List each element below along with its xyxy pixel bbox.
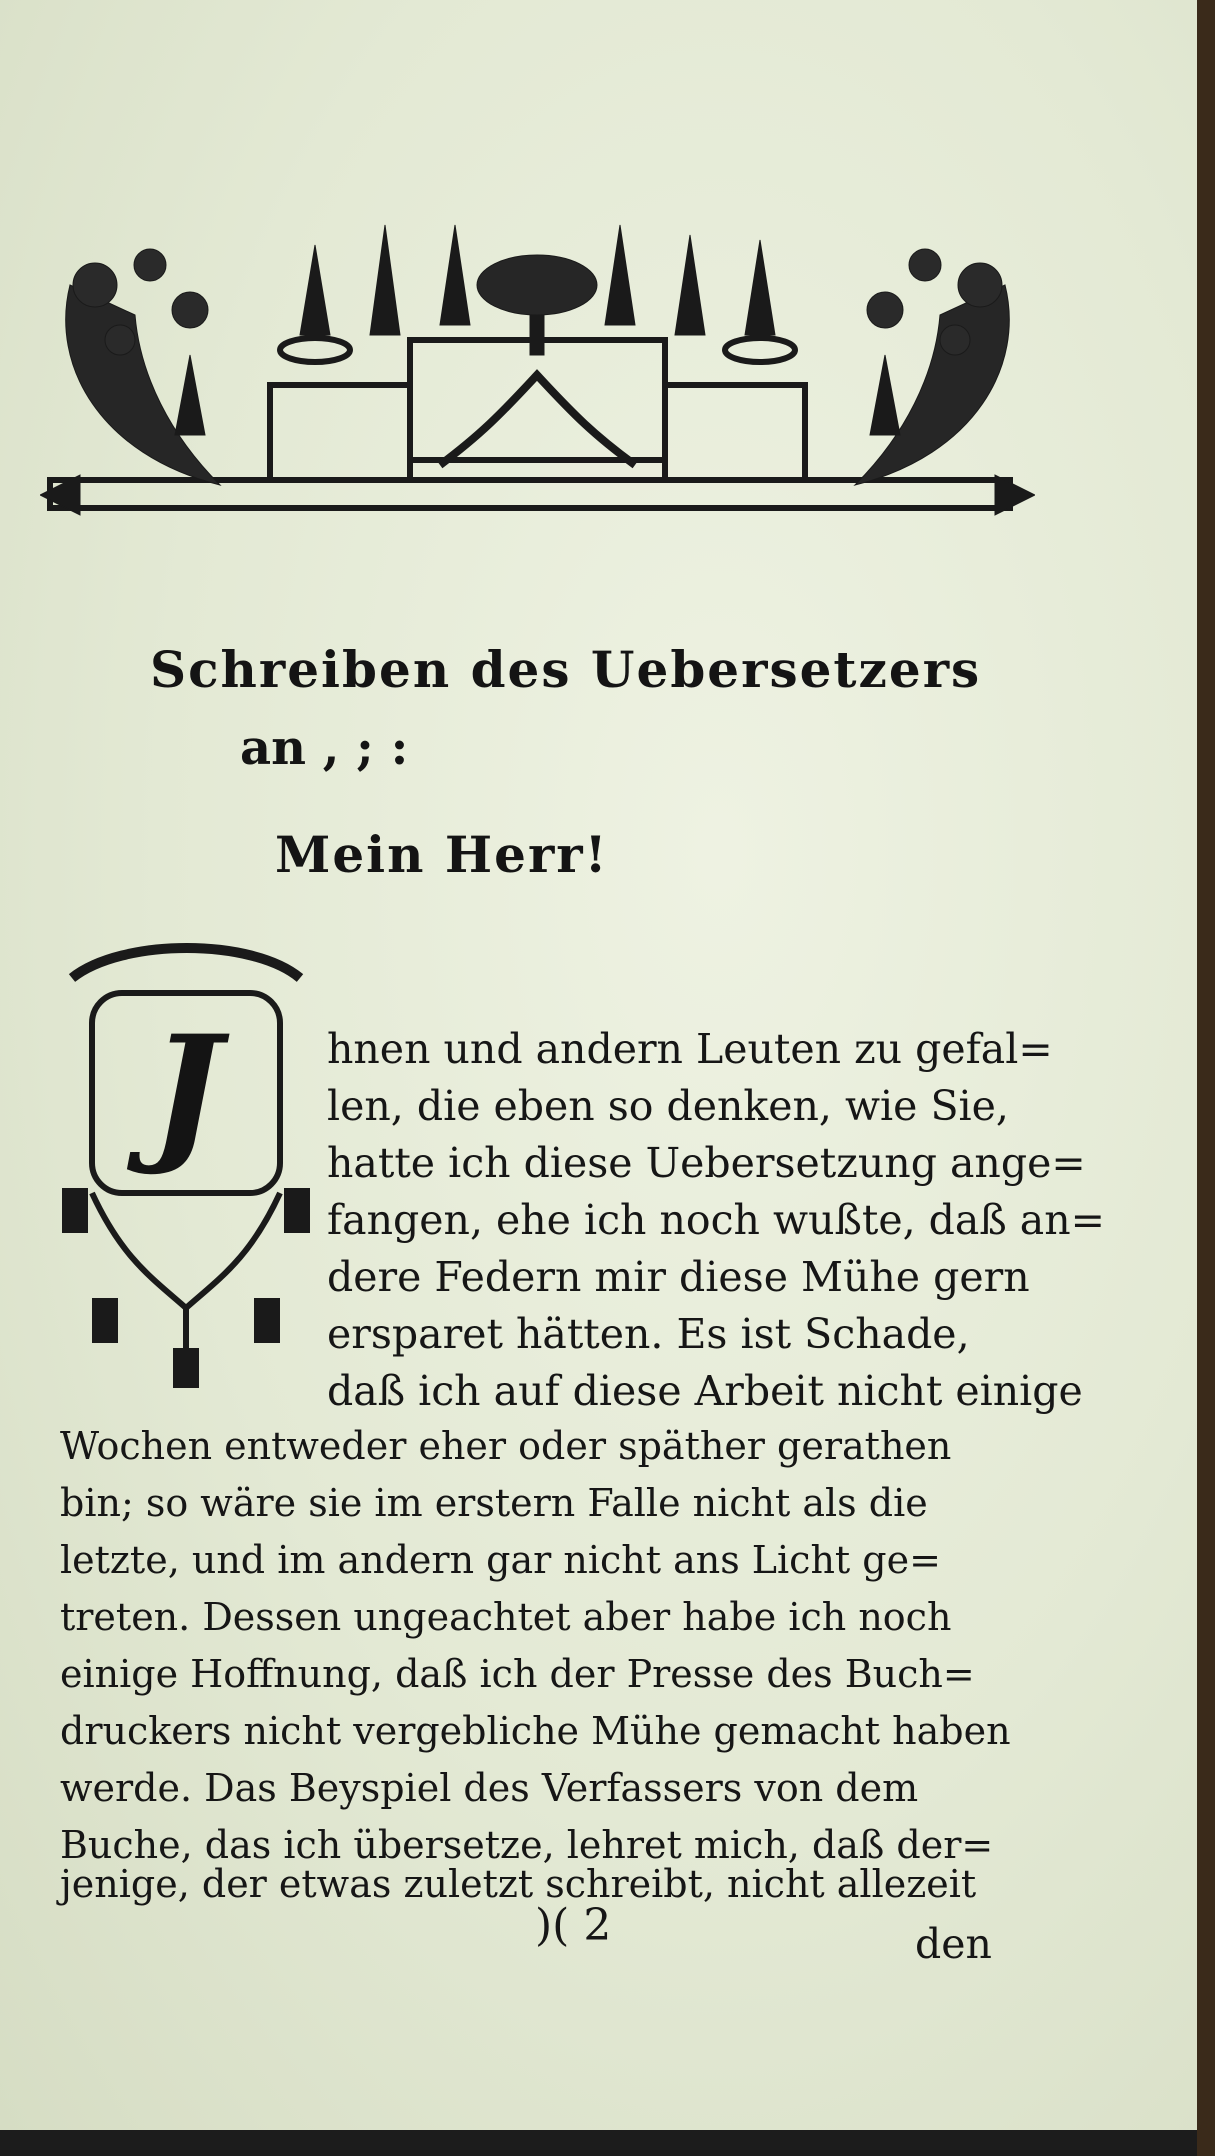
book-edge [1197, 0, 1215, 2156]
text-line: daß ich auf diese Arbeit nicht einige [327, 1367, 1083, 1415]
text-line: len, die eben so denken, wie Sie, [327, 1082, 1009, 1130]
text-line: hatte ich diese Uebersetzung ange= [327, 1139, 1086, 1187]
decorated-initial [62, 938, 310, 1388]
ornamental-headpiece [40, 135, 1035, 545]
salutation: Mein Herr! [275, 825, 609, 884]
text-line: letzte, und im andern gar nicht ans Licht ge= [60, 1538, 941, 1582]
text-line: fangen, ehe ich noch wußte, daß an= [327, 1196, 1105, 1244]
text-line: Wochen entweder eher oder späther gerathen [60, 1424, 952, 1468]
text-line: bin; so wäre sie im erstern Falle nicht als die [60, 1481, 928, 1525]
text-line: Buche, das ich übersetze, lehret mich, daß der= [60, 1823, 994, 1867]
text-line: dere Federn mir diese Mühe gern [327, 1253, 1030, 1301]
text-line: druckers nicht vergebliche Mühe gemacht haben [60, 1709, 1011, 1753]
page-title: Schreiben des Uebersetzers [150, 640, 982, 699]
text-line: hnen und andern Leuten zu gefal= [327, 1025, 1053, 1073]
catchword: den [915, 1920, 992, 1968]
text-line: jenige, der etwas zuletzt schreibt, nicht allezeit [60, 1862, 977, 1906]
initial-letter: J [150, 1003, 222, 1179]
text-line: werde. Das Beyspiel des Verfassers von dem [60, 1766, 919, 1810]
addressee-line: an , ; : [240, 720, 409, 776]
text-line: ersparet hätten. Es ist Schade, [327, 1310, 970, 1358]
text-line: einige Hoffnung, daß ich der Presse des Buch= [60, 1652, 975, 1696]
text-line: treten. Dessen ungeachtet aber habe ich noch [60, 1595, 952, 1639]
signature-mark: )( 2 [535, 1900, 612, 1951]
